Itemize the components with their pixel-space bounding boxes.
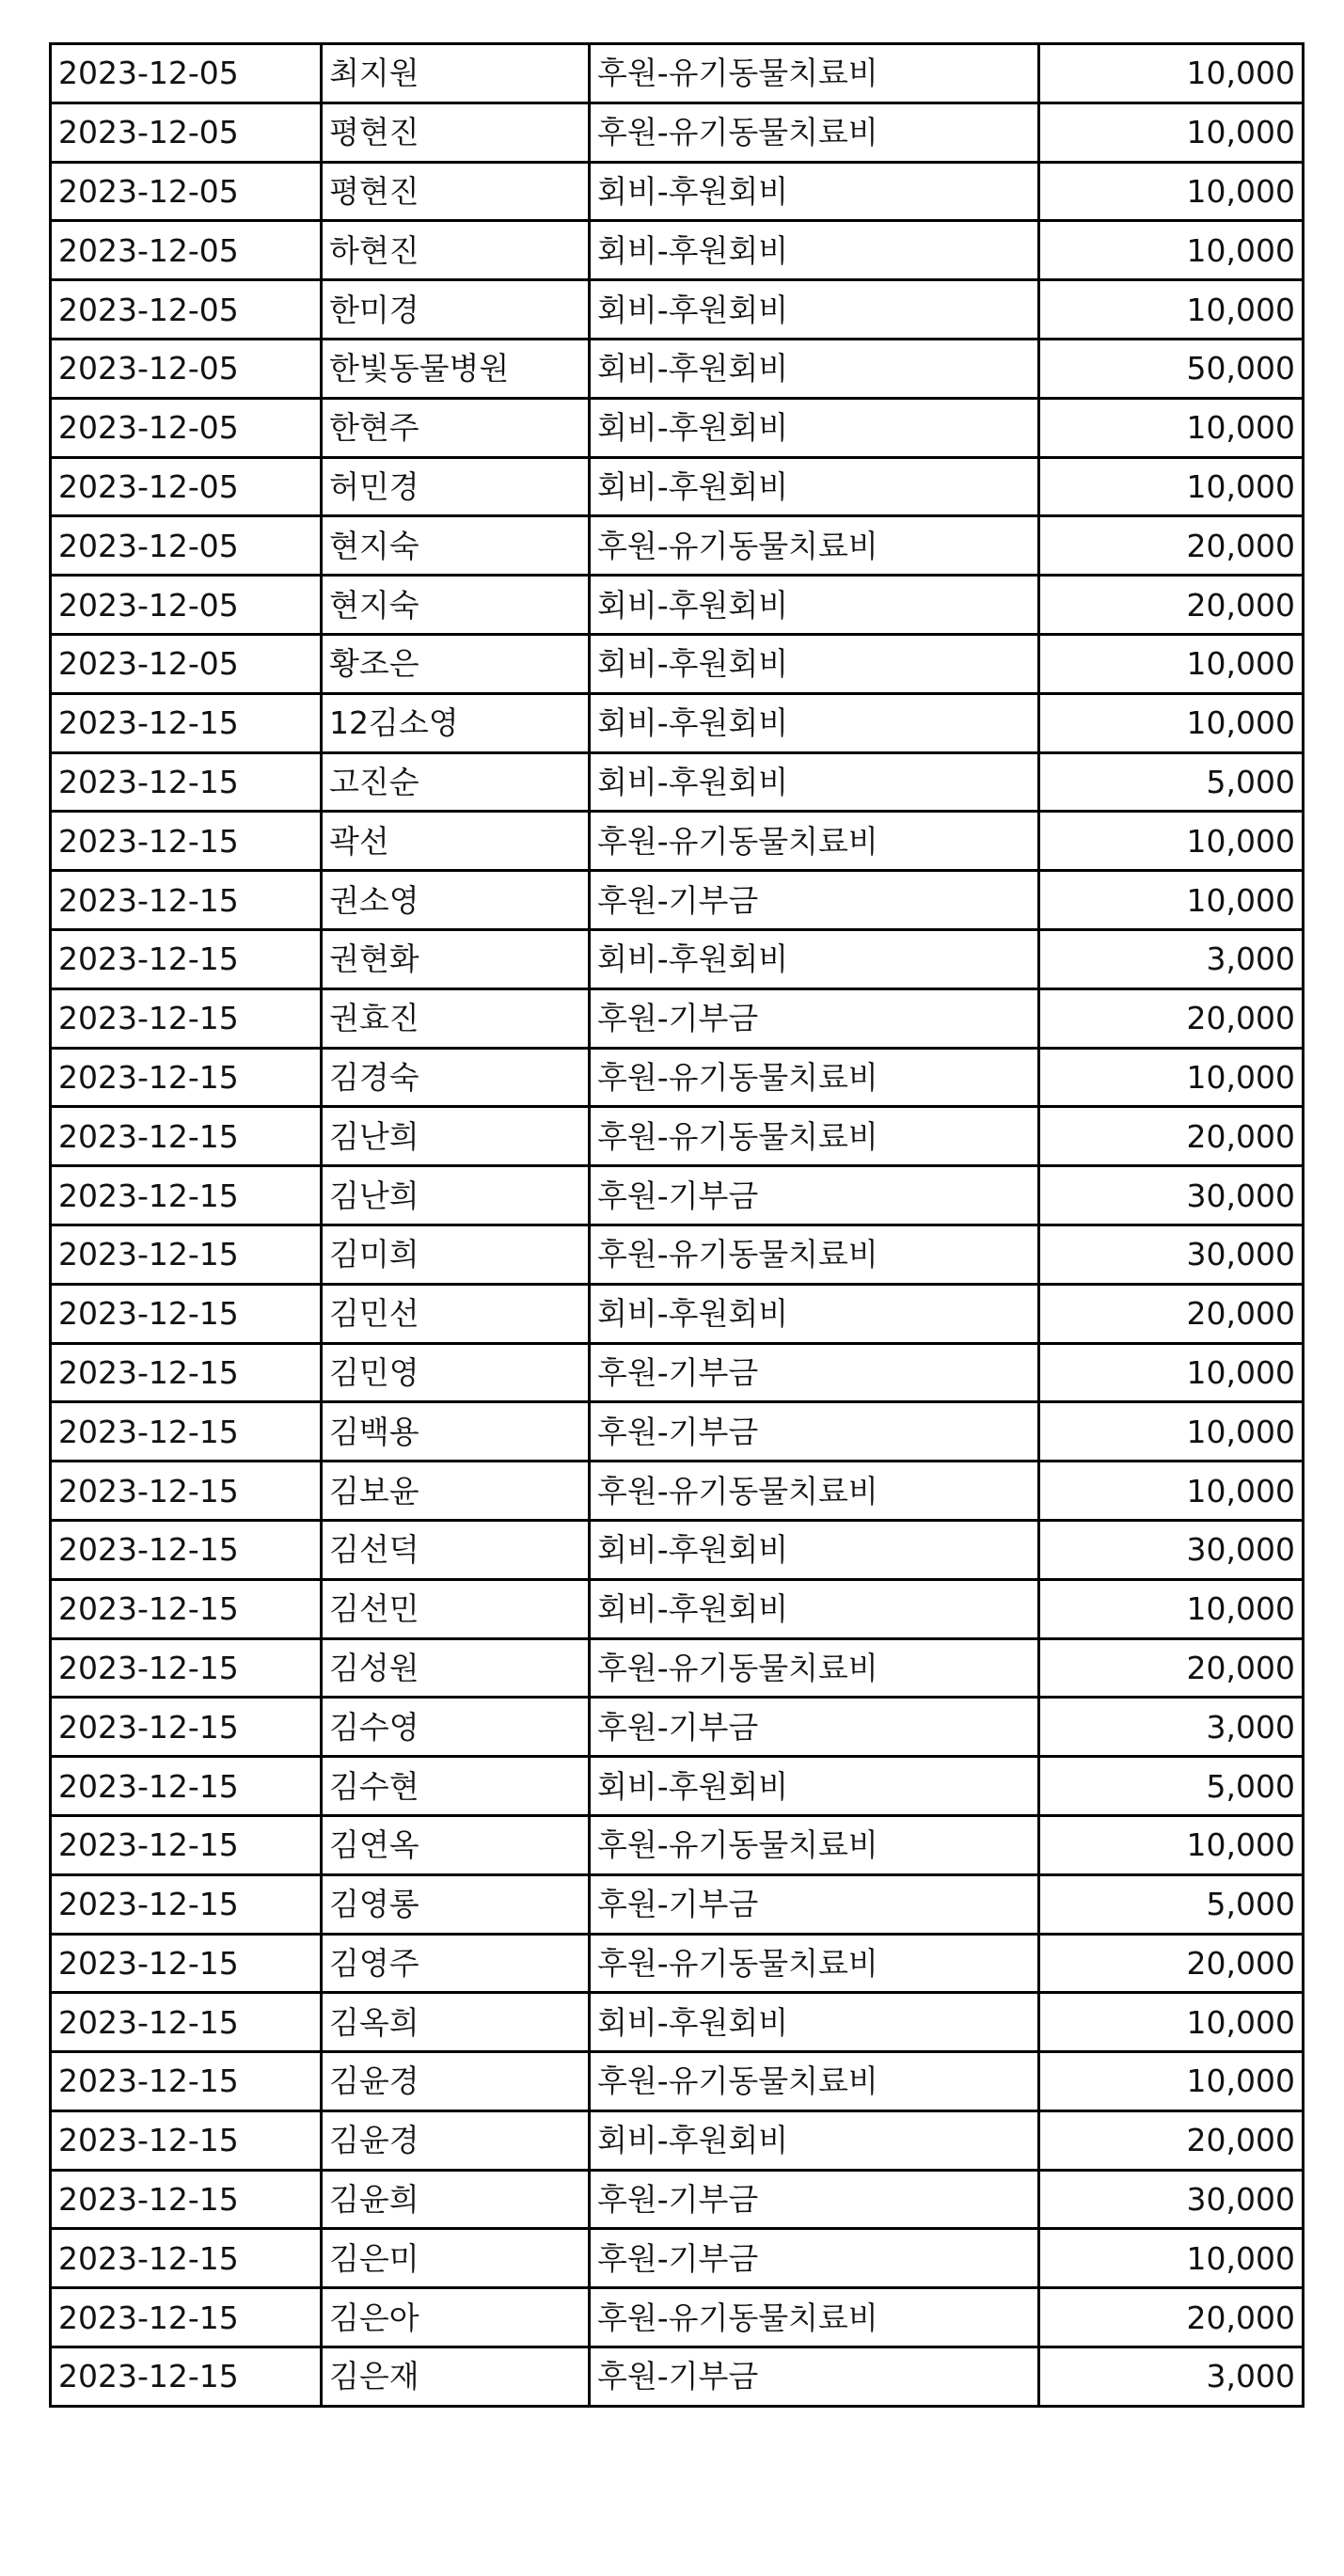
category-cell: 회비-후원회비 xyxy=(590,1284,1039,1343)
date-cell: 2023-12-15 xyxy=(51,1284,322,1343)
date-cell: 2023-12-15 xyxy=(51,1815,322,1874)
name-cell: 김영주 xyxy=(322,1934,590,1993)
category-cell: 후원-유기동물치료비 xyxy=(590,44,1039,103)
date-cell: 2023-12-15 xyxy=(51,1934,322,1993)
name-cell: 권소영 xyxy=(322,871,590,930)
name-cell: 김수현 xyxy=(322,1757,590,1816)
date-cell: 2023-12-15 xyxy=(51,1107,322,1166)
category-cell: 회비-후원회비 xyxy=(590,339,1039,398)
amount-cell: 10,000 xyxy=(1039,634,1304,693)
category-cell: 회비-후원회비 xyxy=(590,634,1039,693)
amount-cell: 10,000 xyxy=(1039,398,1304,457)
date-cell: 2023-12-05 xyxy=(51,44,322,103)
category-cell: 후원-유기동물치료비 xyxy=(590,1225,1039,1284)
name-cell: 한빛동물병원 xyxy=(322,339,590,398)
name-cell: 최지원 xyxy=(322,44,590,103)
category-cell: 후원-기부금 xyxy=(590,1874,1039,1934)
table-row xyxy=(51,693,1304,752)
name-cell: 김연옥 xyxy=(322,1815,590,1874)
category-cell: 후원-기부금 xyxy=(590,988,1039,1048)
amount-cell: 20,000 xyxy=(1039,576,1304,635)
category-cell: 후원-유기동물치료비 xyxy=(590,2052,1039,2111)
table-row xyxy=(51,1579,1304,1638)
date-cell: 2023-12-05 xyxy=(51,221,322,280)
category-cell: 회비-후원회비 xyxy=(590,929,1039,988)
date-cell: 2023-12-05 xyxy=(51,398,322,457)
table-row xyxy=(51,280,1304,340)
table-row xyxy=(51,1048,1304,1107)
name-cell: 김윤경 xyxy=(322,2110,590,2170)
table-row xyxy=(51,1225,1304,1284)
category-cell: 후원-기부금 xyxy=(590,1343,1039,1402)
table-body xyxy=(51,44,1304,2407)
date-cell: 2023-12-15 xyxy=(51,1638,322,1698)
table-row xyxy=(51,812,1304,871)
table-row xyxy=(51,1107,1304,1166)
date-cell: 2023-12-15 xyxy=(51,2170,322,2229)
name-cell: 한미경 xyxy=(322,280,590,340)
table-row xyxy=(51,2229,1304,2288)
date-cell: 2023-12-15 xyxy=(51,752,322,812)
date-cell: 2023-12-05 xyxy=(51,339,322,398)
table-row xyxy=(51,2110,1304,2170)
table-row xyxy=(51,2288,1304,2347)
date-cell: 2023-12-15 xyxy=(51,1520,322,1579)
date-cell: 2023-12-15 xyxy=(51,693,322,752)
date-cell: 2023-12-15 xyxy=(51,2229,322,2288)
amount-cell: 10,000 xyxy=(1039,693,1304,752)
amount-cell: 10,000 xyxy=(1039,44,1304,103)
name-cell: 곽선 xyxy=(322,812,590,871)
category-cell: 후원-기부금 xyxy=(590,1698,1039,1757)
name-cell: 황조은 xyxy=(322,634,590,693)
category-cell: 후원-기부금 xyxy=(590,2229,1039,2288)
name-cell: 김성원 xyxy=(322,1638,590,1698)
amount-cell: 30,000 xyxy=(1039,1225,1304,1284)
category-cell: 회비-후원회비 xyxy=(590,1520,1039,1579)
date-cell: 2023-12-05 xyxy=(51,103,322,162)
table-row xyxy=(51,516,1304,576)
name-cell: 김수영 xyxy=(322,1698,590,1757)
date-cell: 2023-12-15 xyxy=(51,929,322,988)
table-row xyxy=(51,2347,1304,2407)
amount-cell: 20,000 xyxy=(1039,1638,1304,1698)
category-cell: 후원-유기동물치료비 xyxy=(590,103,1039,162)
date-cell: 2023-12-05 xyxy=(51,162,322,221)
amount-cell: 10,000 xyxy=(1039,162,1304,221)
name-cell: 김선민 xyxy=(322,1579,590,1638)
name-cell: 한현주 xyxy=(322,398,590,457)
category-cell: 회비-후원회비 xyxy=(590,162,1039,221)
category-cell: 후원-유기동물치료비 xyxy=(590,1048,1039,1107)
table-row xyxy=(51,457,1304,516)
name-cell: 평현진 xyxy=(322,162,590,221)
name-cell: 김난희 xyxy=(322,1166,590,1225)
amount-cell: 3,000 xyxy=(1039,2347,1304,2407)
date-cell: 2023-12-05 xyxy=(51,516,322,576)
table-row xyxy=(51,1520,1304,1579)
table-row xyxy=(51,339,1304,398)
date-cell: 2023-12-15 xyxy=(51,988,322,1048)
amount-cell: 10,000 xyxy=(1039,103,1304,162)
name-cell: 하현진 xyxy=(322,221,590,280)
date-cell: 2023-12-05 xyxy=(51,280,322,340)
category-cell: 후원-유기동물치료비 xyxy=(590,516,1039,576)
name-cell: 김민영 xyxy=(322,1343,590,1402)
amount-cell: 50,000 xyxy=(1039,339,1304,398)
table-row xyxy=(51,2170,1304,2229)
category-cell: 후원-기부금 xyxy=(590,2170,1039,2229)
amount-cell: 10,000 xyxy=(1039,280,1304,340)
category-cell: 후원-유기동물치료비 xyxy=(590,812,1039,871)
name-cell: 현지숙 xyxy=(322,516,590,576)
name-cell: 고진순 xyxy=(322,752,590,812)
table-row xyxy=(51,1166,1304,1225)
name-cell: 김미희 xyxy=(322,1225,590,1284)
table-row xyxy=(51,1402,1304,1462)
date-cell: 2023-12-15 xyxy=(51,1166,322,1225)
category-cell: 후원-기부금 xyxy=(590,871,1039,930)
date-cell: 2023-12-15 xyxy=(51,1225,322,1284)
amount-cell: 10,000 xyxy=(1039,1462,1304,1521)
date-cell: 2023-12-15 xyxy=(51,1579,322,1638)
donation-table xyxy=(49,42,1304,2408)
name-cell: 김은재 xyxy=(322,2347,590,2407)
amount-cell: 5,000 xyxy=(1039,1874,1304,1934)
table-row xyxy=(51,162,1304,221)
date-cell: 2023-12-05 xyxy=(51,576,322,635)
category-cell: 후원-유기동물치료비 xyxy=(590,1462,1039,1521)
category-cell: 회비-후원회비 xyxy=(590,693,1039,752)
name-cell: 김선덕 xyxy=(322,1520,590,1579)
amount-cell: 20,000 xyxy=(1039,516,1304,576)
table-row xyxy=(51,1874,1304,1934)
category-cell: 회비-후원회비 xyxy=(590,1993,1039,2052)
date-cell: 2023-12-15 xyxy=(51,1343,322,1402)
date-cell: 2023-12-05 xyxy=(51,634,322,693)
name-cell: 김윤경 xyxy=(322,2052,590,2111)
name-cell: 김은미 xyxy=(322,2229,590,2288)
name-cell: 권효진 xyxy=(322,988,590,1048)
table-row xyxy=(51,871,1304,930)
category-cell: 후원-유기동물치료비 xyxy=(590,1815,1039,1874)
table-row xyxy=(51,988,1304,1048)
amount-cell: 10,000 xyxy=(1039,1402,1304,1462)
name-cell: 김보윤 xyxy=(322,1462,590,1521)
date-cell: 2023-12-15 xyxy=(51,1993,322,2052)
table-row xyxy=(51,1638,1304,1698)
amount-cell: 10,000 xyxy=(1039,1343,1304,1402)
date-cell: 2023-12-15 xyxy=(51,2288,322,2347)
name-cell: 허민경 xyxy=(322,457,590,516)
amount-cell: 10,000 xyxy=(1039,457,1304,516)
amount-cell: 30,000 xyxy=(1039,1520,1304,1579)
table-row xyxy=(51,752,1304,812)
amount-cell: 10,000 xyxy=(1039,871,1304,930)
amount-cell: 10,000 xyxy=(1039,1993,1304,2052)
table-row xyxy=(51,44,1304,103)
table-row xyxy=(51,1284,1304,1343)
name-cell: 김영롱 xyxy=(322,1874,590,1934)
amount-cell: 10,000 xyxy=(1039,2052,1304,2111)
category-cell: 후원-유기동물치료비 xyxy=(590,1934,1039,1993)
table-row xyxy=(51,398,1304,457)
category-cell: 후원-유기동물치료비 xyxy=(590,1107,1039,1166)
table-row xyxy=(51,1462,1304,1521)
category-cell: 후원-유기동물치료비 xyxy=(590,1638,1039,1698)
amount-cell: 10,000 xyxy=(1039,2229,1304,2288)
category-cell: 후원-기부금 xyxy=(590,2347,1039,2407)
category-cell: 회비-후원회비 xyxy=(590,1579,1039,1638)
table-row xyxy=(51,634,1304,693)
table-row xyxy=(51,1757,1304,1816)
amount-cell: 10,000 xyxy=(1039,221,1304,280)
table-row xyxy=(51,2052,1304,2111)
category-cell: 회비-후원회비 xyxy=(590,457,1039,516)
category-cell: 회비-후원회비 xyxy=(590,752,1039,812)
amount-cell: 10,000 xyxy=(1039,1048,1304,1107)
amount-cell: 5,000 xyxy=(1039,752,1304,812)
date-cell: 2023-12-15 xyxy=(51,871,322,930)
date-cell: 2023-12-15 xyxy=(51,1462,322,1521)
name-cell: 김경숙 xyxy=(322,1048,590,1107)
date-cell: 2023-12-05 xyxy=(51,457,322,516)
date-cell: 2023-12-15 xyxy=(51,1757,322,1816)
amount-cell: 10,000 xyxy=(1039,812,1304,871)
name-cell: 권현화 xyxy=(322,929,590,988)
category-cell: 후원-기부금 xyxy=(590,1166,1039,1225)
category-cell: 회비-후원회비 xyxy=(590,221,1039,280)
amount-cell: 20,000 xyxy=(1039,2288,1304,2347)
name-cell: 12김소영 xyxy=(322,693,590,752)
amount-cell: 3,000 xyxy=(1039,929,1304,988)
name-cell: 김윤희 xyxy=(322,2170,590,2229)
date-cell: 2023-12-15 xyxy=(51,1402,322,1462)
name-cell: 평현진 xyxy=(322,103,590,162)
category-cell: 회비-후원회비 xyxy=(590,2110,1039,2170)
amount-cell: 3,000 xyxy=(1039,1698,1304,1757)
table-row xyxy=(51,576,1304,635)
table-row xyxy=(51,1343,1304,1402)
table-row xyxy=(51,1993,1304,2052)
amount-cell: 10,000 xyxy=(1039,1579,1304,1638)
category-cell: 회비-후원회비 xyxy=(590,398,1039,457)
date-cell: 2023-12-15 xyxy=(51,1698,322,1757)
name-cell: 김은아 xyxy=(322,2288,590,2347)
date-cell: 2023-12-15 xyxy=(51,1874,322,1934)
name-cell: 김백용 xyxy=(322,1402,590,1462)
amount-cell: 20,000 xyxy=(1039,988,1304,1048)
amount-cell: 20,000 xyxy=(1039,2110,1304,2170)
category-cell: 회비-후원회비 xyxy=(590,576,1039,635)
table-row xyxy=(51,929,1304,988)
table-row xyxy=(51,103,1304,162)
amount-cell: 10,000 xyxy=(1039,1815,1304,1874)
table-row xyxy=(51,1815,1304,1874)
table-row xyxy=(51,221,1304,280)
amount-cell: 30,000 xyxy=(1039,1166,1304,1225)
name-cell: 김옥희 xyxy=(322,1993,590,2052)
date-cell: 2023-12-15 xyxy=(51,812,322,871)
category-cell: 후원-기부금 xyxy=(590,1402,1039,1462)
name-cell: 김난희 xyxy=(322,1107,590,1166)
amount-cell: 30,000 xyxy=(1039,2170,1304,2229)
name-cell: 현지숙 xyxy=(322,576,590,635)
date-cell: 2023-12-15 xyxy=(51,2052,322,2111)
category-cell: 회비-후원회비 xyxy=(590,280,1039,340)
amount-cell: 5,000 xyxy=(1039,1757,1304,1816)
category-cell: 후원-유기동물치료비 xyxy=(590,2288,1039,2347)
table-row xyxy=(51,1934,1304,1993)
category-cell: 회비-후원회비 xyxy=(590,1757,1039,1816)
table-row xyxy=(51,1698,1304,1757)
date-cell: 2023-12-15 xyxy=(51,2110,322,2170)
name-cell: 김민선 xyxy=(322,1284,590,1343)
amount-cell: 20,000 xyxy=(1039,1934,1304,1993)
date-cell: 2023-12-15 xyxy=(51,2347,322,2407)
amount-cell: 20,000 xyxy=(1039,1107,1304,1166)
date-cell: 2023-12-15 xyxy=(51,1048,322,1107)
amount-cell: 20,000 xyxy=(1039,1284,1304,1343)
